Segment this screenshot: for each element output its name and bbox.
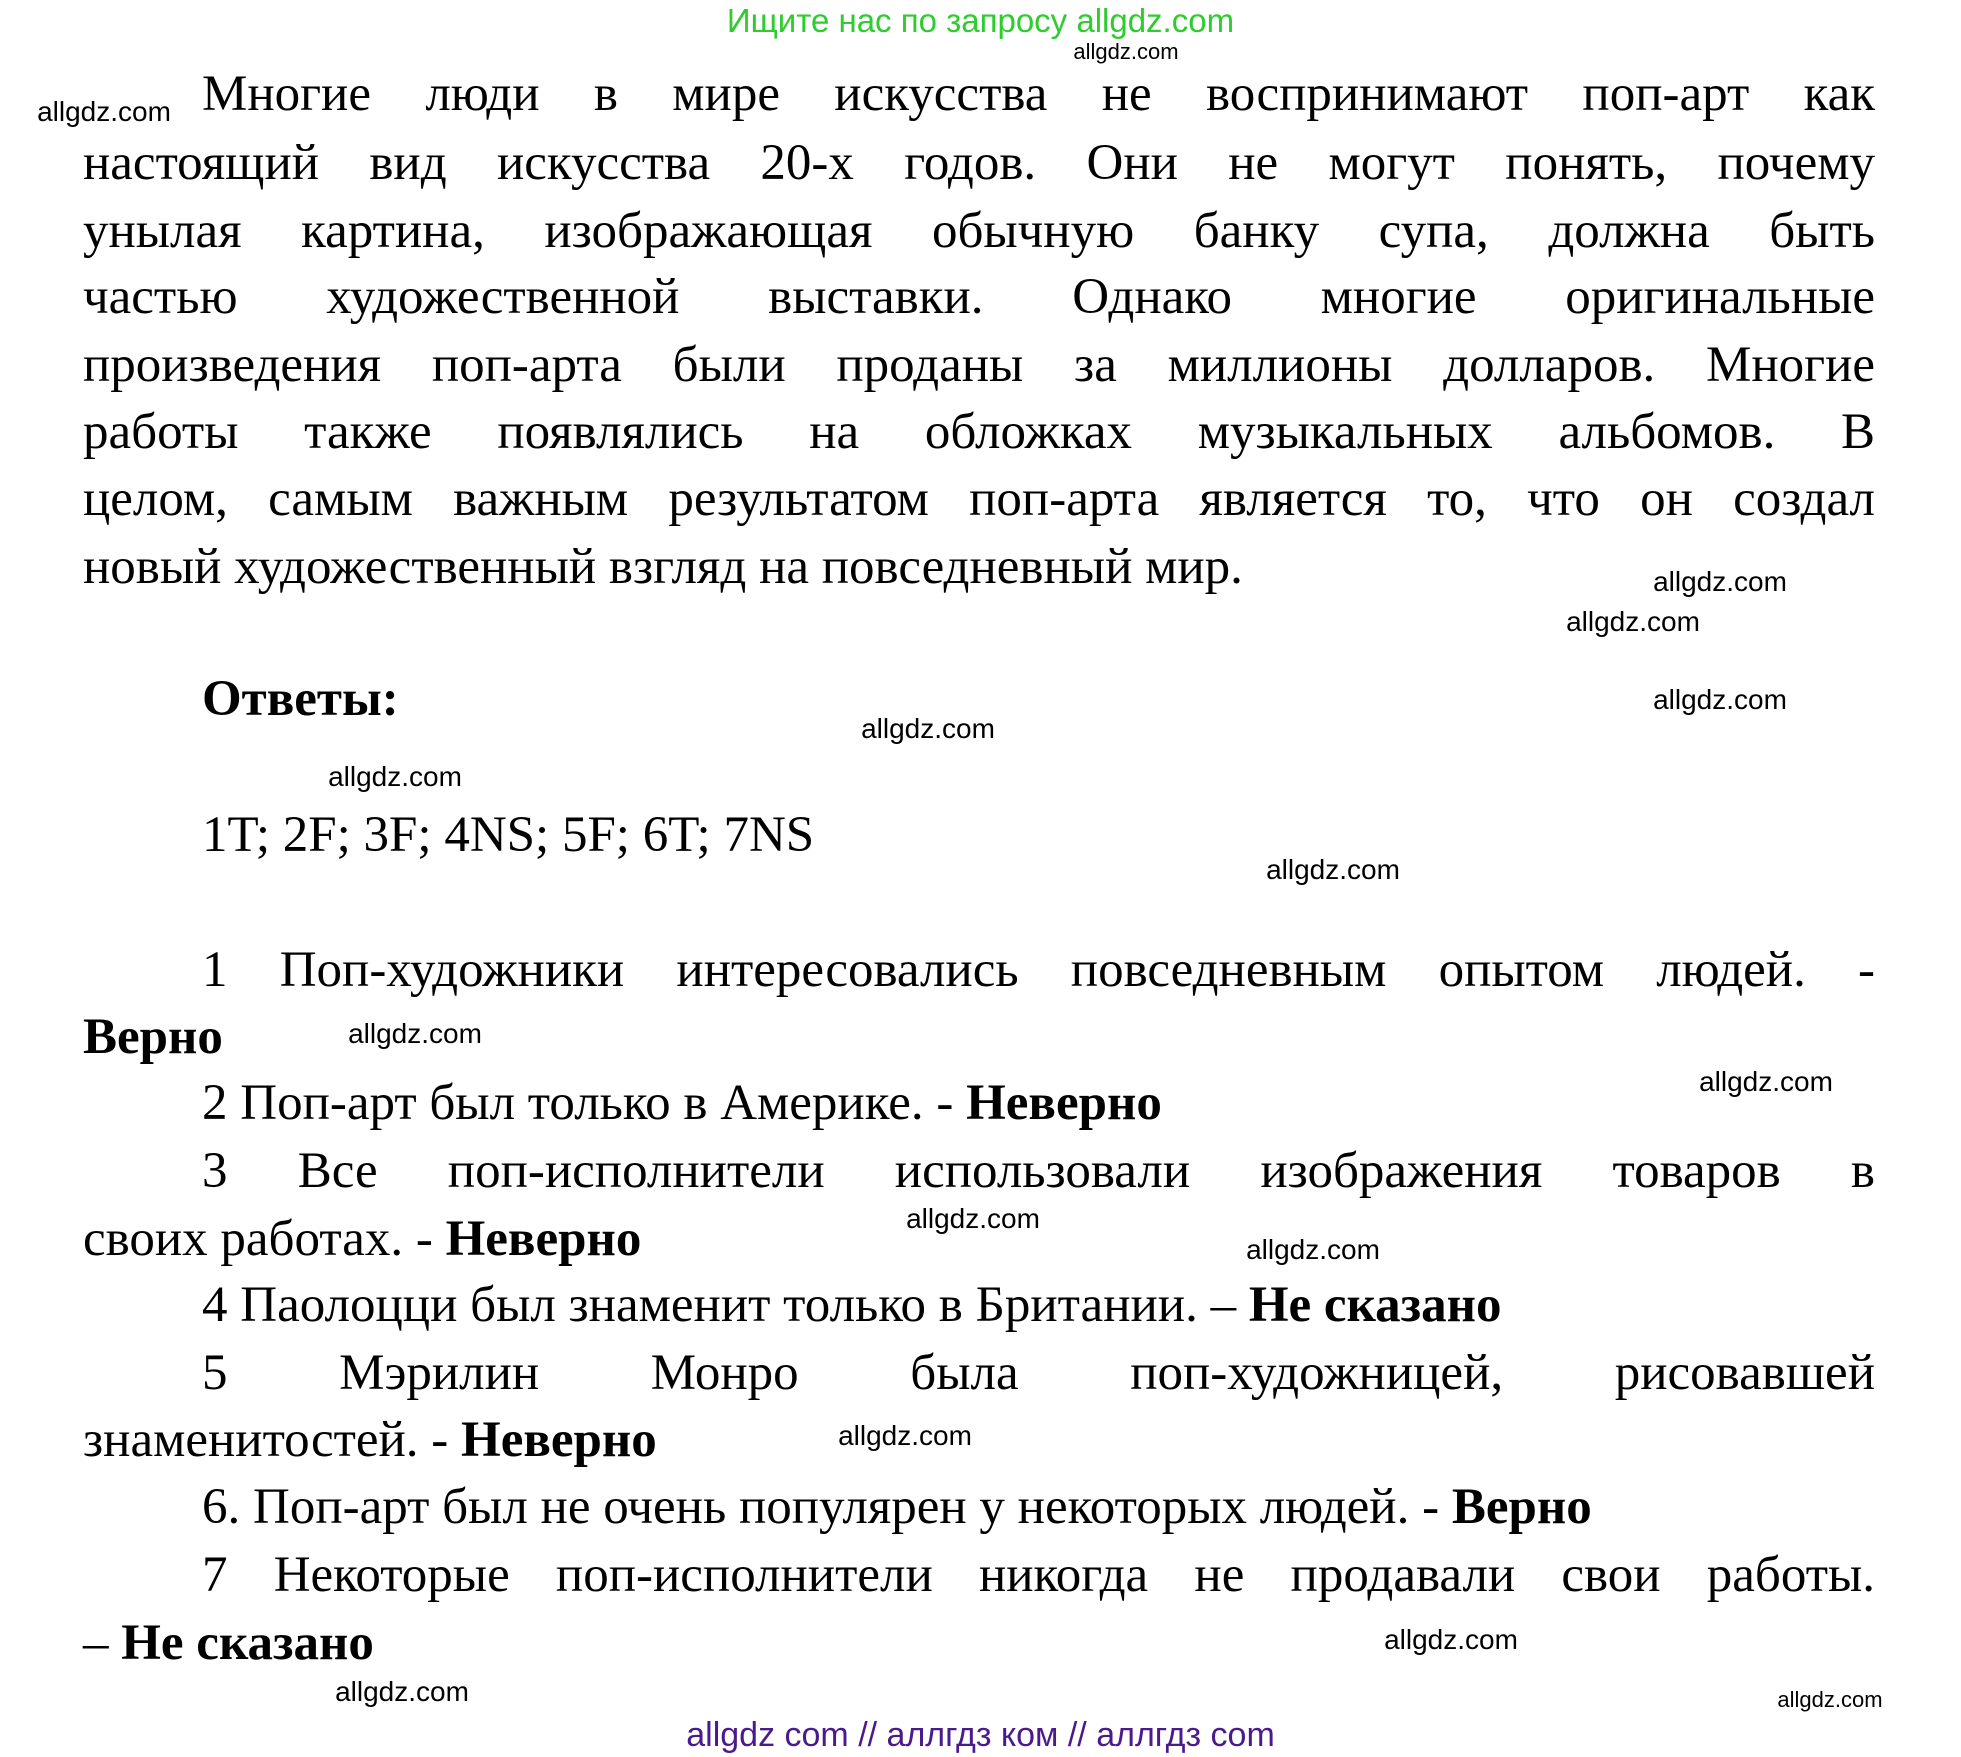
answer-item-line: [202, 1075, 1162, 1131]
statement-text: –: [83, 1615, 122, 1671]
answer-item-line: [202, 942, 1875, 998]
answer-item-line: [83, 1615, 374, 1671]
verdict: Неверно: [461, 1412, 657, 1468]
passage-line: новый художественный взгляд на повседневный мир.: [83, 539, 1243, 595]
watermark: allgdz.com: [1246, 1234, 1380, 1265]
footer-banner: allgdz com // аллгдз ком // аллгдз com: [686, 1716, 1275, 1754]
watermark: allgdz.com: [1073, 39, 1179, 64]
passage-line: унылая картина, изображающая обычную банку супа, должна быть: [83, 203, 1875, 259]
watermark: allgdz.com: [348, 1018, 482, 1049]
answer-item-line: [202, 1547, 1875, 1603]
watermark: allgdz.com: [861, 713, 995, 744]
statement-text: 4 Паолоцци был знаменит только в Британии. –: [202, 1277, 1249, 1333]
passage-line: частью художественной выставки. Однако многие оригинальные: [83, 269, 1875, 325]
answer-item-line: [202, 1345, 1875, 1401]
answer-item-line: [202, 1277, 1502, 1333]
answer-item-line: [202, 1143, 1875, 1199]
passage-line: произведения поп-арта были проданы за миллионы долларов. Многие: [83, 337, 1875, 393]
passage-line: настоящий вид искусства 20-х годов. Они не могут понять, почему: [83, 135, 1875, 191]
statement-text: 7 Некоторые поп-исполнители никогда не продавали свои работы.: [202, 1547, 1875, 1603]
statement-text: 6. Поп-арт был не очень популярен у некоторых людей. -: [202, 1479, 1452, 1535]
verdict: Не сказано: [1248, 1277, 1502, 1333]
verdict: Верно: [83, 1009, 223, 1065]
answer-item-line: [83, 1211, 641, 1267]
watermark: allgdz.com: [838, 1420, 972, 1451]
watermark: allgdz.com: [1566, 606, 1700, 637]
verdict: Не сказано: [121, 1615, 374, 1671]
statement-text: 1 Поп-художники интересовались повседневным опытом людей. -: [202, 942, 1875, 998]
verdict: Неверно: [445, 1211, 642, 1267]
answer-item-line: [83, 1412, 657, 1468]
passage-line: Многие люди в мире искусства не воспринимают поп-арт как: [202, 66, 1875, 122]
passage-line: целом, самым важным результатом поп-арта является то, что он создал: [83, 471, 1875, 527]
answers-key: 1T; 2F; 3F; 4NS; 5F; 6T; 7NS: [202, 807, 815, 863]
watermark: allgdz.com: [1777, 1687, 1883, 1712]
watermark: allgdz.com: [1653, 566, 1787, 597]
watermark: allgdz.com: [1653, 684, 1787, 715]
verdict: Верно: [1451, 1479, 1592, 1535]
statement-text: знаменитостей. -: [83, 1412, 462, 1468]
watermark: allgdz.com: [328, 761, 462, 792]
statement-text: 3 Все поп-исполнители использовали изображения товаров в: [202, 1143, 1875, 1199]
watermark: allgdz.com: [1384, 1624, 1518, 1655]
statement-text: своих работах. -: [83, 1211, 446, 1267]
watermark: allgdz.com: [335, 1676, 469, 1707]
watermark: allgdz.com: [1699, 1066, 1833, 1097]
verdict: Неверно: [966, 1075, 1162, 1131]
watermark: allgdz.com: [1266, 854, 1400, 885]
passage-line: работы также появлялись на обложках музыкальных альбомов. В: [83, 404, 1875, 460]
watermark: allgdz.com: [37, 96, 171, 127]
answer-item-line: [202, 1479, 1592, 1535]
answers-heading: Ответы:: [202, 671, 399, 727]
header-banner: Ищите нас по запросу allgdz.com: [726, 2, 1235, 39]
statement-text: 5 Мэрилин Монро была поп-художницей, рисовавшей: [202, 1345, 1875, 1401]
statement-text: 2 Поп-арт был только в Америке. -: [202, 1075, 967, 1131]
watermark: allgdz.com: [906, 1203, 1040, 1234]
answer-item-line: [83, 1009, 223, 1065]
